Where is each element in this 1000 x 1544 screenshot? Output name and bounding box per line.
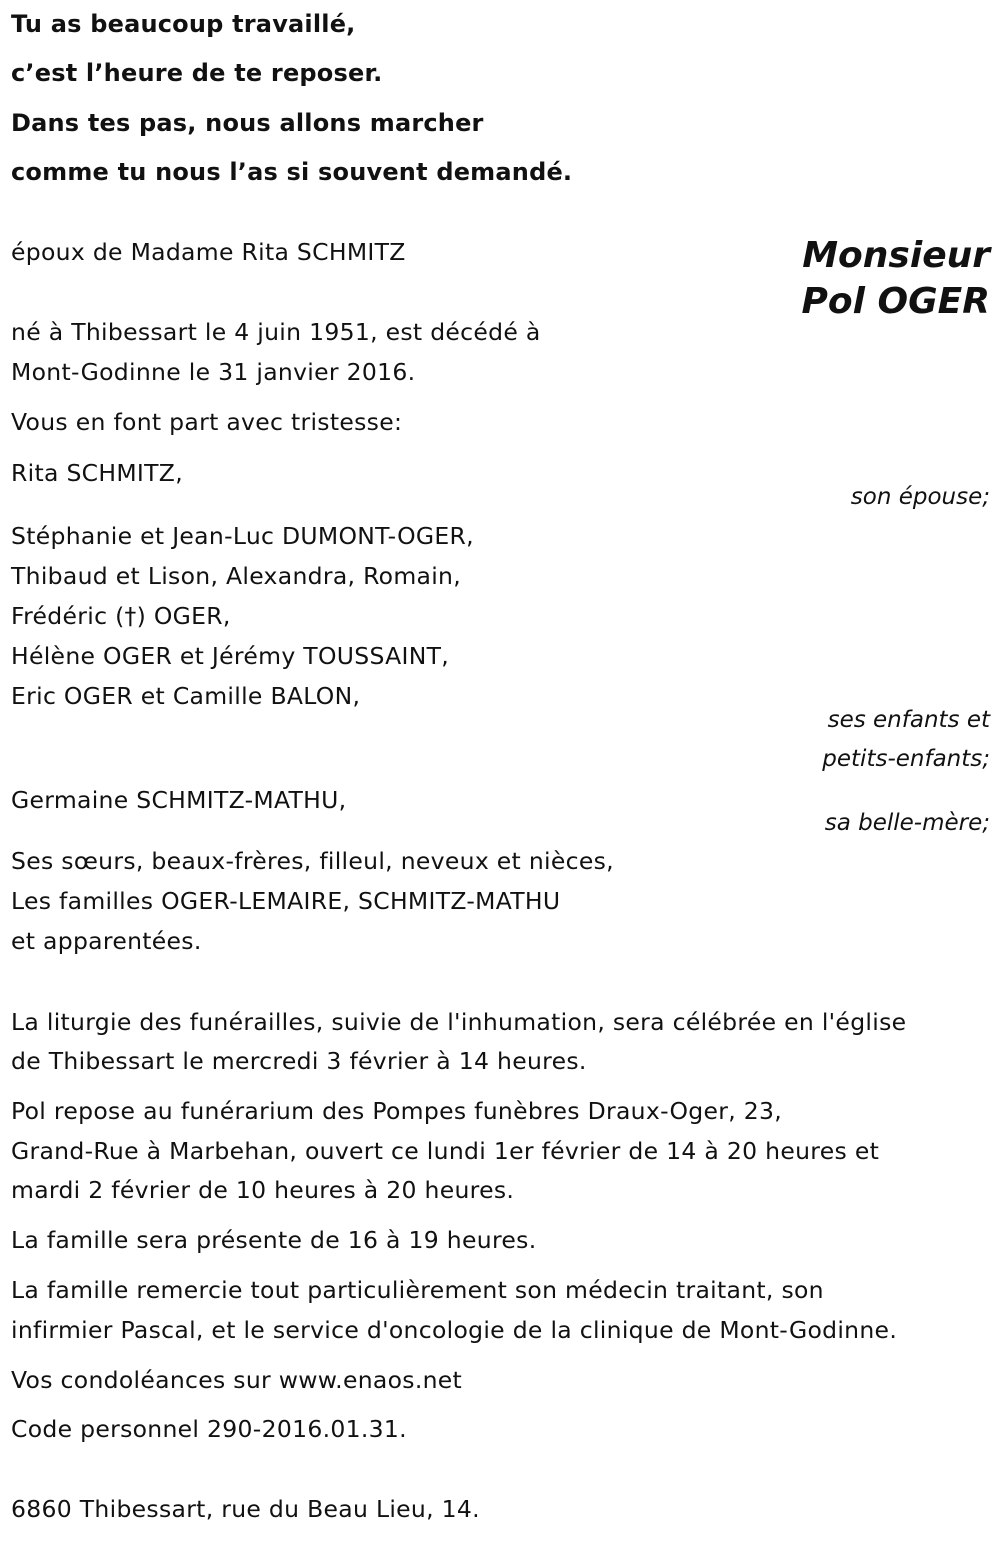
mother-in-law: Germaine SCHMITZ-MATHU, bbox=[11, 786, 347, 814]
birth-death-line: né à Thibessart le 4 juin 1951, est décédé à bbox=[11, 318, 541, 346]
birth-death-line: Mont-Godinne le 31 janvier 2016. bbox=[11, 358, 416, 386]
child-line: Frédéric (†) OGER, bbox=[11, 602, 231, 630]
poem-line: Tu as beaucoup travaillé, bbox=[11, 10, 356, 38]
title-line: Monsieur bbox=[802, 235, 990, 276]
liturgy-line: de Thibessart le mercredi 3 février à 14 heures. bbox=[11, 1047, 587, 1075]
mother-in-law-relation: sa belle-mère; bbox=[824, 810, 990, 836]
thanks-line: La famille remercie tout particulièrement son médecin traitant, son bbox=[11, 1276, 824, 1304]
family-spouse: Rita SCHMITZ, bbox=[11, 459, 183, 487]
children-relation: petits-enfants; bbox=[822, 746, 990, 772]
title-line: Pol OGER bbox=[801, 281, 990, 322]
poem-line: c’est l’heure de te reposer. bbox=[11, 59, 383, 87]
condolences-line: Vos condoléances sur www.enaos.net bbox=[11, 1366, 463, 1394]
liturgy-line: La liturgie des funérailles, suivie de l'inhumation, sera célébrée en l'église bbox=[11, 1008, 907, 1036]
funerarium-line: Pol repose au funérarium des Pompes funèbres Draux-Oger, 23, bbox=[11, 1097, 783, 1125]
others-line: et apparentées. bbox=[11, 927, 202, 955]
others-line: Les familles OGER-LEMAIRE, SCHMITZ-MATHU bbox=[11, 887, 561, 915]
funerarium-line: Grand-Rue à Marbehan, ouvert ce lundi 1er février de 14 à 20 heures et bbox=[11, 1137, 880, 1165]
funerarium-line: mardi 2 février de 10 heures à 20 heures. bbox=[11, 1176, 515, 1204]
spouse-line: époux de Madame Rita SCHMITZ bbox=[11, 238, 406, 266]
deceased-name bbox=[802, 233, 990, 325]
spouse-relation: son épouse; bbox=[850, 484, 990, 510]
thanks-line: infirmier Pascal, et le service d'oncologie de la clinique de Mont-Godinne. bbox=[11, 1316, 898, 1344]
child-line: Thibaud et Lison, Alexandra, Romain, bbox=[11, 562, 462, 590]
personal-code: Code personnel 290-2016.01.31. bbox=[11, 1415, 407, 1443]
family-presence: La famille sera présente de 16 à 19 heures. bbox=[11, 1226, 537, 1254]
child-line: Hélène OGER et Jérémy TOUSSAINT, bbox=[11, 642, 450, 670]
poem-line: comme tu nous l’as si souvent demandé. bbox=[11, 158, 573, 186]
poem-line: Dans tes pas, nous allons marcher bbox=[11, 109, 484, 137]
child-line: Eric OGER et Camille BALON, bbox=[11, 682, 361, 710]
child-line: Stéphanie et Jean-Luc DUMONT-OGER, bbox=[11, 522, 474, 550]
children-relation: ses enfants et bbox=[827, 707, 990, 733]
address: 6860 Thibessart, rue du Beau Lieu, 14. bbox=[11, 1495, 480, 1523]
others-line: Ses sœurs, beaux-frères, filleul, neveux et nièces, bbox=[11, 847, 614, 875]
intro-line: Vous en font part avec tristesse: bbox=[11, 408, 403, 436]
